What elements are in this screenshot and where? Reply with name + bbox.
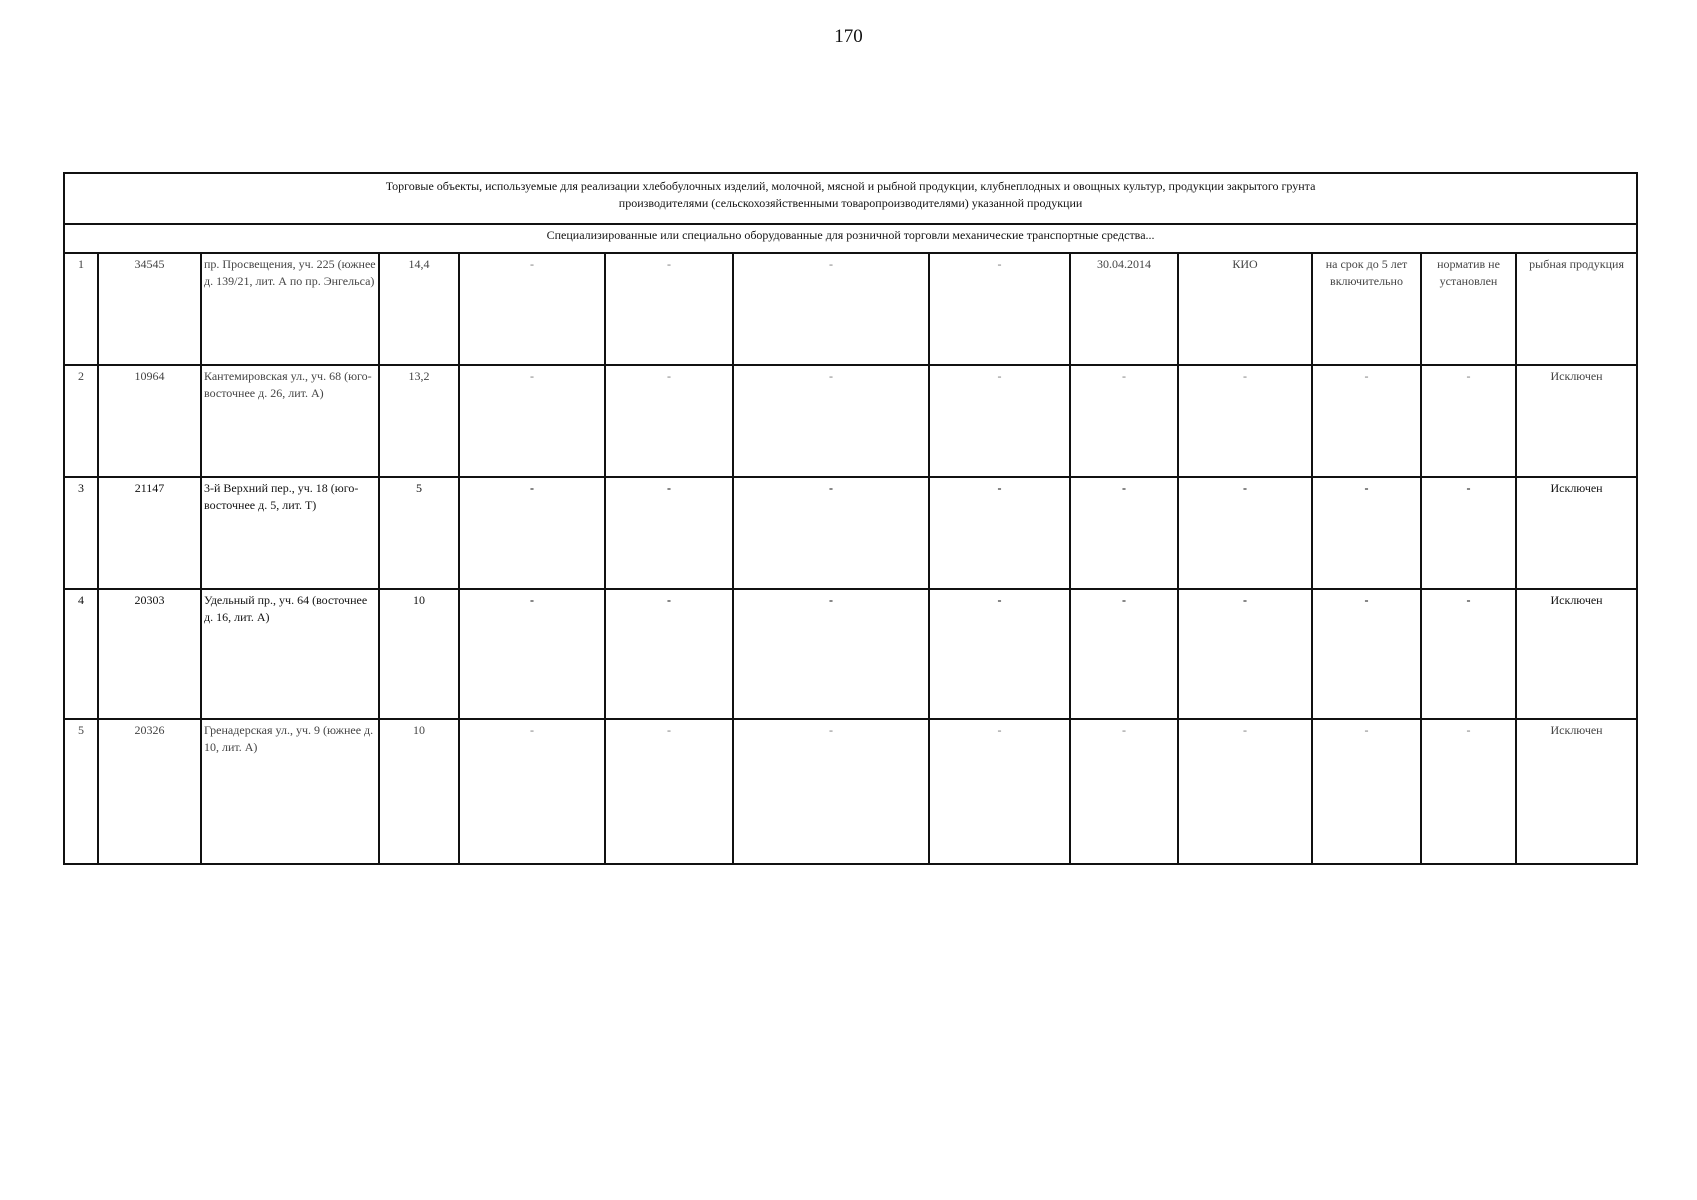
object-area: 14,4 (379, 253, 459, 365)
row-number: 5 (64, 719, 98, 864)
empty-value: - (667, 723, 671, 737)
section-header-row (64, 173, 1637, 224)
section-header-line2: производителями (сельскохозяйственными товаропроизводителями) указанной продукции (618, 196, 1083, 210)
table-row (64, 589, 1637, 719)
empty-value: - (667, 481, 671, 495)
object-term: на срок до 5 лет включительно (1312, 253, 1421, 365)
empty-value: - (829, 369, 833, 383)
empty-value: - (829, 723, 833, 737)
object-specialization: Исключен (1516, 589, 1637, 719)
empty-value: - (1122, 593, 1126, 607)
empty-value: - (1466, 481, 1471, 495)
object-date: 30.04.2014 (1070, 253, 1178, 365)
row-number: 4 (64, 589, 98, 719)
empty-value: - (1122, 369, 1126, 383)
object-address: пр. Просвещения, уч. 225 (южнее д. 139/21, лит. А по пр. Энгельса) (201, 253, 379, 365)
row-number: 2 (64, 365, 98, 477)
empty-value: - (667, 369, 671, 383)
object-area: 5 (379, 477, 459, 589)
empty-value: - (1364, 481, 1369, 495)
empty-value: - (997, 723, 1002, 737)
empty-value: - (530, 257, 534, 271)
object-specialization: Исключен (1516, 365, 1637, 477)
object-id: 21147 (98, 477, 201, 589)
object-id: 10964 (98, 365, 201, 477)
empty-value: - (1243, 369, 1247, 383)
empty-value: - (1466, 723, 1471, 737)
empty-value: - (997, 257, 1002, 271)
object-organization: КИО (1178, 253, 1312, 365)
object-id: 20326 (98, 719, 201, 864)
object-address: 3-й Верхний пер., уч. 18 (юго-восточнее д. 5, лит. Т) (201, 477, 379, 589)
object-area: 10 (379, 719, 459, 864)
object-area: 13,2 (379, 365, 459, 477)
empty-value: - (1243, 723, 1247, 737)
empty-value: - (530, 369, 534, 383)
table-row (64, 365, 1637, 477)
empty-value: - (1243, 481, 1247, 495)
section-header-cell (64, 173, 1637, 224)
row-number: 1 (64, 253, 98, 365)
table-row (64, 719, 1637, 864)
object-specialization: рыбная продукция (1516, 253, 1637, 365)
object-id: 34545 (98, 253, 201, 365)
empty-value: - (997, 593, 1002, 607)
empty-value: - (997, 481, 1002, 495)
object-specialization: Исключен (1516, 477, 1637, 589)
object-address: Кантемировская ул., уч. 68 (юго-восточнее д. 26, лит. А) (201, 365, 379, 477)
empty-value: - (530, 481, 534, 495)
empty-value: - (829, 257, 833, 271)
empty-value: - (530, 593, 534, 607)
trade-objects-table (63, 172, 1638, 865)
empty-value: - (829, 593, 833, 607)
empty-value: - (1364, 723, 1369, 737)
empty-value: - (1243, 593, 1247, 607)
object-area: 10 (379, 589, 459, 719)
subsection-header-row (64, 224, 1637, 253)
empty-value: - (667, 593, 671, 607)
empty-value: - (1466, 593, 1471, 607)
object-norm: норматив не установлен (1421, 253, 1516, 365)
empty-value: - (1122, 723, 1126, 737)
subsection-header-cell: Специализированные или специально оборудованные для розничной торговли механические транспортные средства... (64, 224, 1637, 253)
object-specialization: Исключен (1516, 719, 1637, 864)
empty-value: - (1364, 593, 1369, 607)
empty-value: - (530, 723, 534, 737)
object-id: 20303 (98, 589, 201, 719)
table-row (64, 253, 1637, 365)
empty-value: - (997, 369, 1002, 383)
empty-value: - (1466, 369, 1471, 383)
object-address: Удельный пр., уч. 64 (восточнее д. 16, лит. А) (201, 589, 379, 719)
object-address: Гренадерская ул., уч. 9 (южнее д. 10, лит. А) (201, 719, 379, 864)
section-header-line1: Торговые объекты, используемые для реализации хлебобулочных изделий, молочной, мясной и рыбной продукции, клубнеплодных и овощных культур, продукции закрытого грунта (385, 179, 1316, 193)
empty-value: - (1122, 481, 1126, 495)
empty-value: - (829, 481, 833, 495)
table-row (64, 477, 1637, 589)
empty-value: - (1364, 369, 1369, 383)
empty-value: - (667, 257, 671, 271)
row-number: 3 (64, 477, 98, 589)
page-number: 170 (834, 26, 863, 47)
